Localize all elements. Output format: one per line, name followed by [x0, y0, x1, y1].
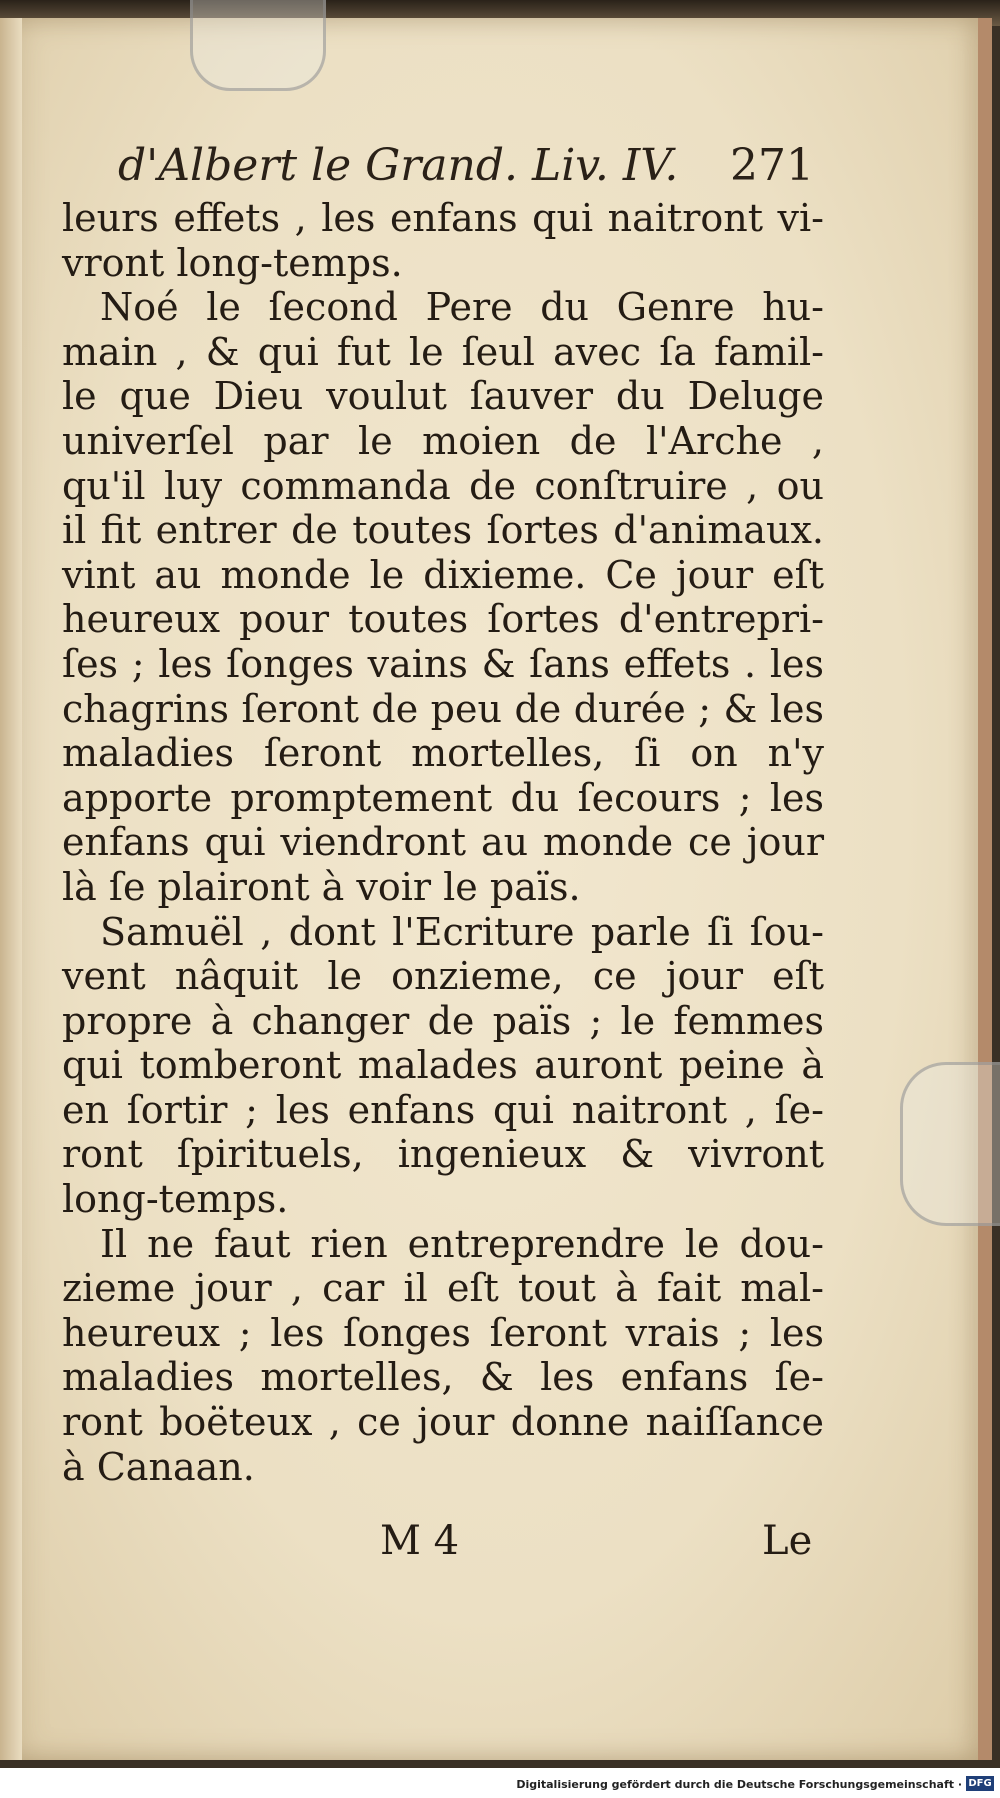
text-line: Samuël , dont l'Ecriture parle ſi ſou-	[100, 909, 824, 954]
text-line: main , & qui fut le ſeul avec ſa famil-	[62, 329, 824, 374]
text-line: long-temps.	[62, 1177, 289, 1222]
text-line: propre à changer de païs ; le femmes	[62, 998, 824, 1043]
running-head-title: d'Albert le Grand. Liv. IV.	[118, 140, 679, 191]
page-gutter	[0, 18, 22, 1760]
text-line: vent nâquit le onzieme, ce jour eſt	[62, 954, 824, 999]
dfg-logo: DFG	[966, 1776, 994, 1791]
page-number: 271	[730, 140, 814, 191]
text-line: maladies mortelles, & les enfans ſe-	[62, 1355, 824, 1400]
text-line: chagrins ſeront de peu de durée ; & les	[62, 686, 824, 731]
text-line: qui tomberont malades auront peine à	[62, 1043, 824, 1088]
digitization-credit: Digitalisierung gefördert durch die Deutsche Forschungsgemeinschaft ·	[516, 1778, 962, 1791]
text-line: heureux pour toutes ſortes d'entrepri-	[62, 597, 824, 642]
text-line: vront long-temps.	[62, 240, 403, 285]
text-line: ront ſpirituels, ingenieux & vivront	[62, 1132, 824, 1177]
page-clip-top	[190, 0, 326, 91]
text-line: heureux ; les ſonges ſeront vrais ; les	[62, 1310, 824, 1355]
text-line: le que Dieu voulut ſauver du Deluge	[62, 374, 824, 419]
running-head	[118, 140, 818, 200]
text-line: en ſortir ; les enfans qui naitront , ſe-	[62, 1087, 824, 1132]
text-line: univerſel par le moien de l'Arche ,	[62, 418, 824, 463]
text-line: maladies ſeront mortelles, ſi on n'y	[62, 731, 824, 776]
text-line: zieme jour , car il eſt tout à fait mal-	[62, 1266, 824, 1311]
text-line: ront boëteux , ce jour donne naiſſance	[62, 1400, 824, 1445]
text-line: apporte promptement du ſecours ; les	[62, 775, 824, 820]
text-line: enfans qui viendront au monde ce jour	[62, 820, 824, 865]
text-line: leurs effets , les enfans qui naitront vi-	[62, 196, 824, 240]
text-line: il fit entrer de toutes ſortes d'animaux.	[62, 508, 824, 553]
body-text	[62, 196, 824, 1489]
text-line: Il ne faut rien entreprendre le dou-	[100, 1221, 824, 1266]
text-line: Noé le ſecond Pere du Genre hu-	[100, 285, 824, 330]
page-clip-right	[900, 1062, 1000, 1226]
text-line: ſes ; les ſonges vains & ſans effets . les	[62, 641, 824, 686]
catchword: Le	[762, 1518, 813, 1564]
text-line: vint au monde le dixieme. Ce jour eſt	[62, 552, 824, 597]
text-line: à Canaan.	[62, 1444, 255, 1489]
text-line: là ſe plairont à voir le païs.	[62, 864, 581, 909]
signature-mark: M 4	[380, 1518, 460, 1564]
text-line: qu'il luy commanda de conſtruire , ou	[62, 463, 824, 508]
